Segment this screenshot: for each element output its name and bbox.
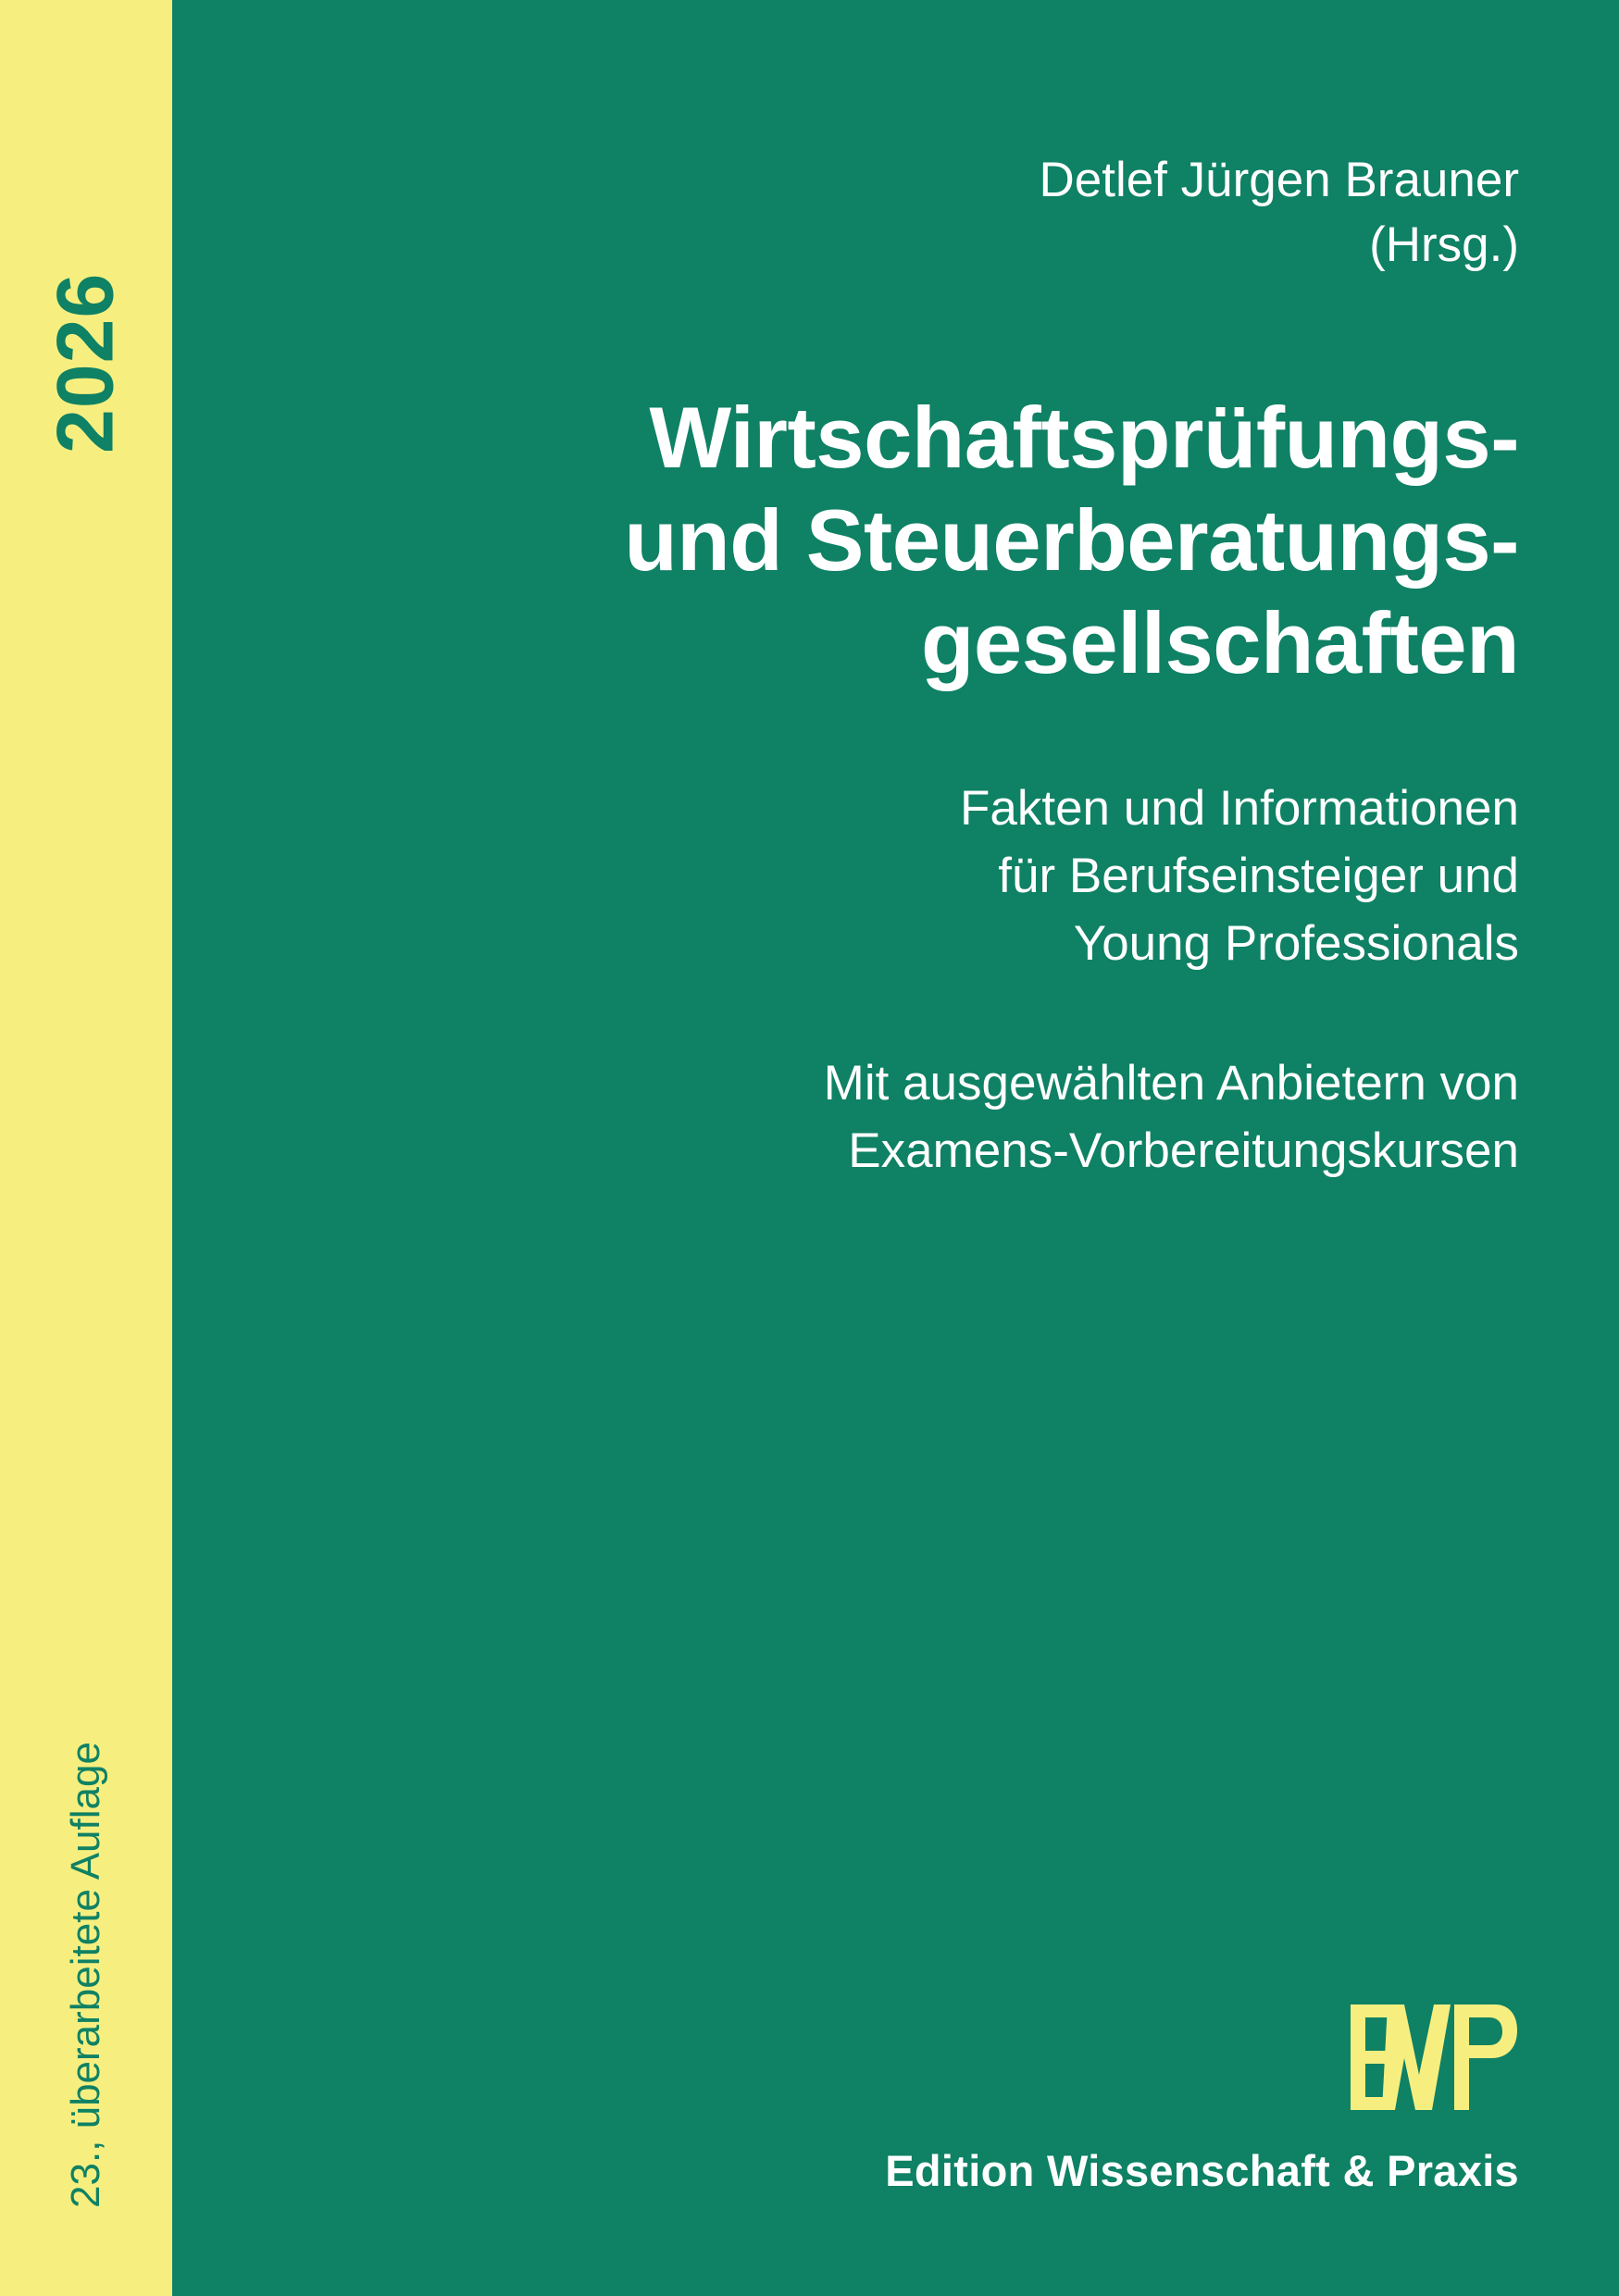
note-line-2: Examens-Vorbereitungskursen [848, 1123, 1519, 1179]
note-line-1: Mit ausgewählten Anbietern von [823, 1056, 1519, 1111]
editor-role: (Hrsg.) [1369, 217, 1519, 272]
spine-edition-label: 23., überarbeitete Auflage [63, 1742, 108, 2208]
spine-year: 2026 [41, 272, 131, 453]
cover-content [172, 0, 1619, 2296]
editor-block [311, 0, 1519, 278]
subtitle-line-2: für Berufseinsteiger und [998, 848, 1519, 903]
title-line-3: gesellschaften [920, 593, 1519, 691]
ewp-logo-icon [1347, 2001, 1519, 2112]
subtitle [311, 775, 1519, 977]
cover-note [311, 1049, 1519, 1185]
subtitle-line-3: Young Professionals [1073, 915, 1519, 971]
page-title [311, 387, 1519, 695]
publisher-name: Edition Wissenschaft & Praxis [885, 2146, 1519, 2195]
title-line-2: und Steuerberatungs- [624, 490, 1519, 589]
publisher-block [885, 2001, 1519, 2196]
subtitle-line-1: Fakten und Informationen [960, 780, 1519, 836]
editor-name: Detlef Jürgen Brauner [1039, 153, 1519, 207]
title-line-1: Wirtschaftsprüfungs- [649, 388, 1519, 486]
